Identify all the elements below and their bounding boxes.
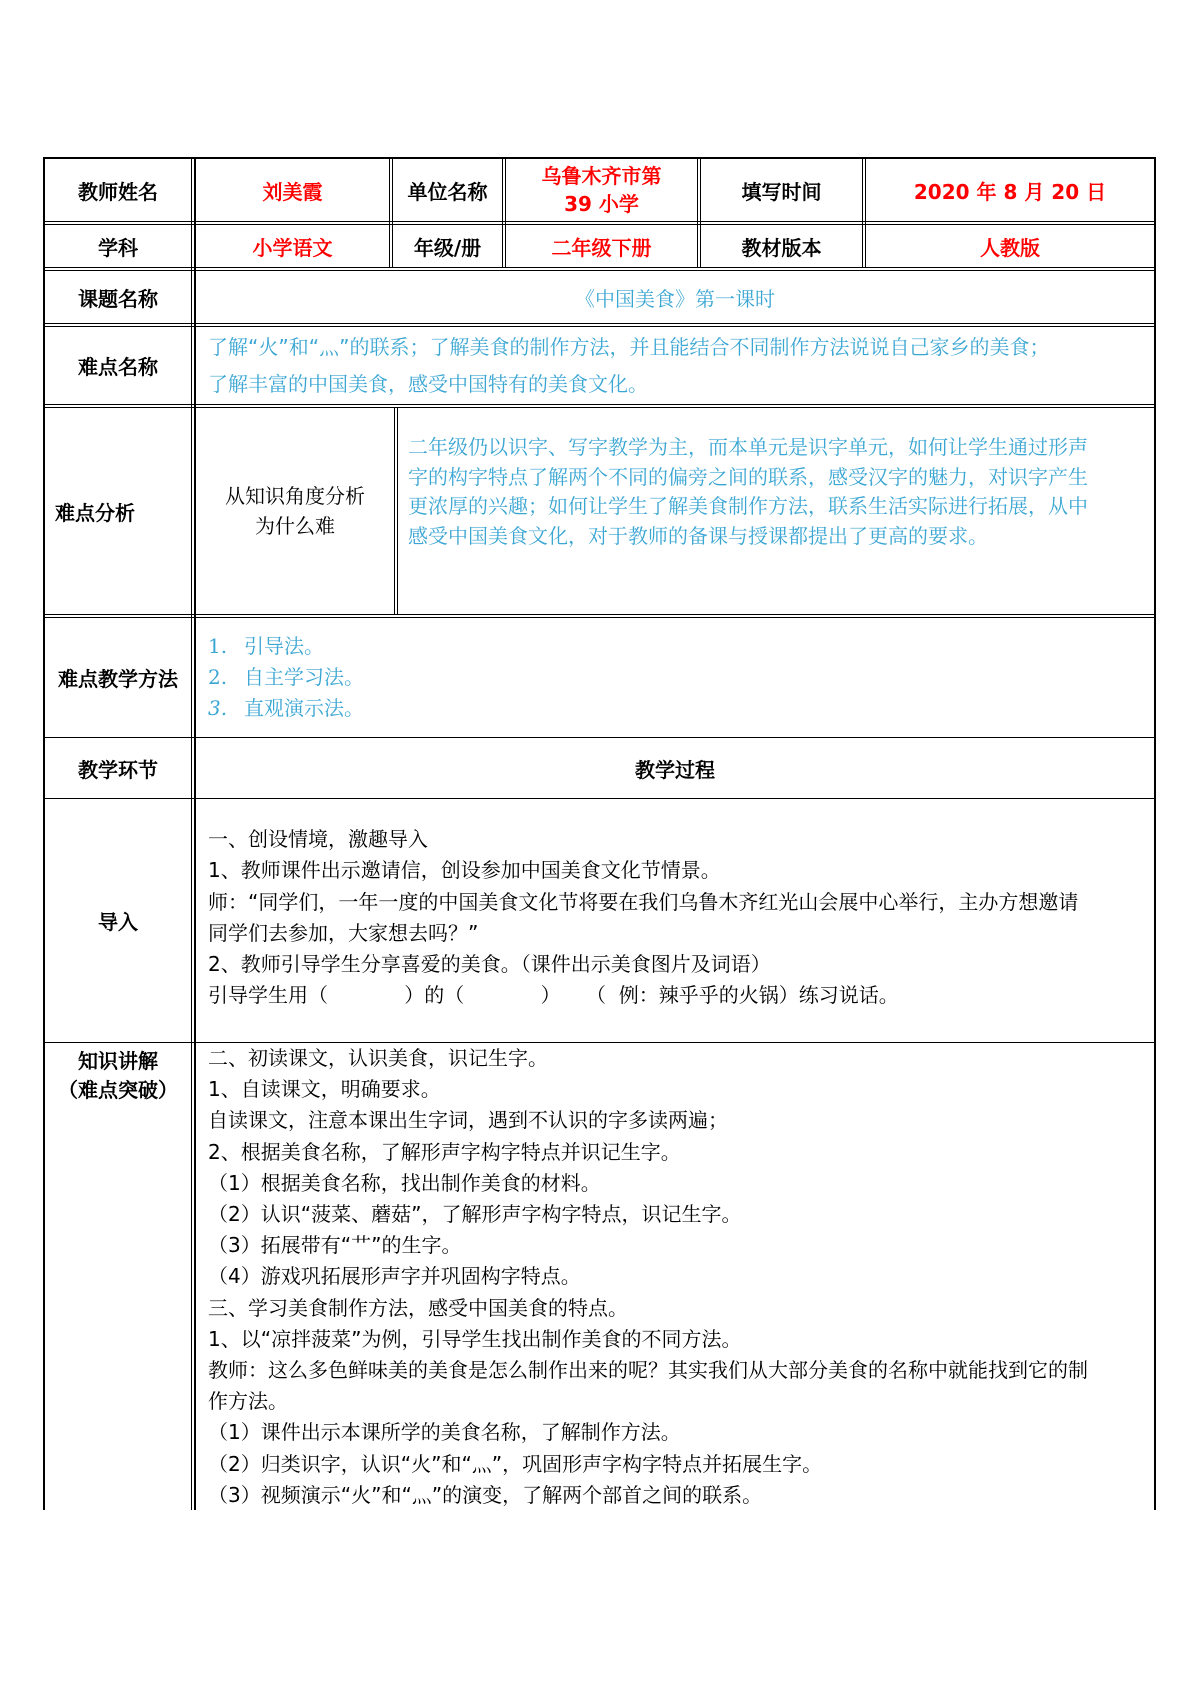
teacher-name-label: 教师姓名 (78, 179, 158, 204)
row-divider (43, 267, 1156, 268)
edition-label: 教材版本 (741, 235, 822, 260)
analysis-line: 更浓厚的兴趣；如何让学生了解美食制作方法，联系生活实际进行拓展，从中 (408, 494, 1088, 518)
list-item: 2. 自主学习法。 (208, 665, 364, 689)
knowledge-line: 1、以“凉拌菠菜”为例，引导学生找出制作美食的不同方法。 (208, 1326, 742, 1351)
difficulty-line: 了解“火”和“灬”的联系；了解美食的制作方法，并且能结合不同制作方法说说自己家乡的美食； (208, 335, 1050, 359)
analysis-line: 字的构字特点了解两个不同的偏旁之间的联系，感受汉字的魅力，对识字产生 (408, 464, 1088, 489)
fill-date-value: 2020 年 8 月 20 日 (913, 179, 1107, 204)
knowledge-line: （4）游戏巩拓展形声字并巩固构字特点。 (208, 1264, 581, 1289)
analysis-label: 难点分析 (55, 500, 135, 525)
intro-line: 2、教师引导学生分享喜爱的美食。（课件出示美食图片及词语） (208, 952, 771, 977)
teaching-process-header: 教学过程 (635, 757, 715, 782)
row-divider (43, 404, 1156, 405)
knowledge-line: 自读课文，注意本课出生字词，遇到不认识的字多读两遍； (208, 1108, 728, 1133)
column-divider (394, 407, 395, 614)
knowledge-line: （3）拓展带有“艹”的生字。 (208, 1233, 462, 1258)
knowledge-line: 1、自读课文，明确要求。 (208, 1077, 441, 1102)
intro-label: 导入 (98, 910, 138, 934)
table-border-right (1154, 157, 1156, 1510)
column-divider (191, 157, 192, 1510)
knowledge-line: 2、根据美食名称，了解形声字构字特点并识记生字。 (208, 1139, 681, 1164)
intro-text (196, 799, 1154, 1042)
knowledge-text (196, 1043, 1154, 1510)
knowledge-line: 三、学习美食制作方法，感受中国美食的特点。 (208, 1295, 628, 1320)
knowledge-line: （3）视频演示“火”和“灬”的演变，了解两个部首之间的联系。 (208, 1482, 763, 1507)
analysis-line: 二年级仍以识字、写字教学为主，而本单元是识字单元，如何让学生通过形声 (408, 435, 1088, 459)
column-divider (389, 157, 390, 267)
unit-name-label: 单位名称 (407, 179, 488, 204)
intro-line: 师：“同学们，一年一度的中国美食文化节将要在我们乌鲁木齐红光山会展中心举行，主办方想邀请 (208, 889, 1079, 914)
teacher-name-value: 刘美霞 (262, 179, 323, 204)
column-divider (862, 157, 863, 267)
knowledge-line: 教师：这么多色鲜味美的美食是怎么制作出来的呢？其实我们从大部分美食的名称中就能找到它的制 (208, 1358, 1088, 1383)
intro-line: 同学们去参加，大家想去吗？” (208, 920, 479, 945)
grade-value: 二年级下册 (551, 235, 652, 260)
knowledge-label (45, 1043, 191, 1510)
knowledge-line: （1）课件出示本课所学的美食名称，了解制作方法。 (208, 1420, 681, 1445)
subject-label: 学科 (98, 235, 138, 260)
knowledge-label-line: 知识讲解 (78, 1049, 158, 1073)
row-divider (43, 323, 1156, 324)
grade-label: 年级/册 (413, 235, 482, 260)
knowledge-line: （2）认识“菠菜、蘑菇”，了解形声字构字特点，识记生字。 (208, 1202, 742, 1227)
difficulty-line: 了解丰富的中国美食，感受中国特有的美食文化。 (208, 372, 648, 396)
lesson-plan-table (43, 157, 1156, 1510)
analysis-line: 感受中国美食文化，对于教师的备课与授课都提出了更高的要求。 (408, 523, 988, 548)
unit-name-value: 乌鲁木齐市第 39 小学 (541, 164, 662, 216)
fill-date-label: 填写时间 (741, 179, 822, 204)
topic-label: 课题名称 (78, 286, 158, 311)
difficulty-label: 难点名称 (78, 355, 158, 379)
subject-value: 小学语文 (252, 235, 333, 260)
knowledge-line: （2）归类识字，认识“火”和“灬”，巩固形声字构字特点并拓展生字。 (208, 1451, 823, 1476)
list-item: 1. 引导法。 (208, 634, 324, 658)
methods-label: 难点教学方法 (58, 667, 178, 691)
analysis-text (398, 408, 1154, 614)
knowledge-line: 二、初读课文，认识美食，识记生字。 (208, 1046, 548, 1070)
list-item: 3. 直观演示法。 (208, 696, 364, 720)
intro-line: 1、教师课件出示邀请信，创设参加中国美食文化节情景。 (208, 858, 721, 883)
row-divider (43, 614, 1156, 615)
column-divider (502, 157, 503, 267)
topic-value: 《中国美食》第一课时 (575, 286, 775, 311)
column-divider (697, 157, 698, 267)
knowledge-line: 作方法。 (208, 1389, 288, 1414)
row-divider (43, 221, 1156, 222)
intro-line: 一、创设情境，激趣导入 (208, 827, 428, 851)
analysis-sublabel: 从知识角度分析为什么难 (225, 484, 365, 538)
edition-value: 人教版 (980, 235, 1040, 260)
methods-list (196, 618, 1154, 737)
knowledge-label-line: （难点突破） (58, 1078, 178, 1102)
knowledge-line: （1）根据美食名称，找出制作美食的材料。 (208, 1170, 601, 1195)
teaching-stage-header: 教学环节 (78, 757, 158, 782)
intro-line: 引导学生用（ ）的（ ） （ 例：辣乎乎的火锅）练习说话。 (208, 983, 899, 1008)
difficulty-text (196, 327, 1154, 404)
